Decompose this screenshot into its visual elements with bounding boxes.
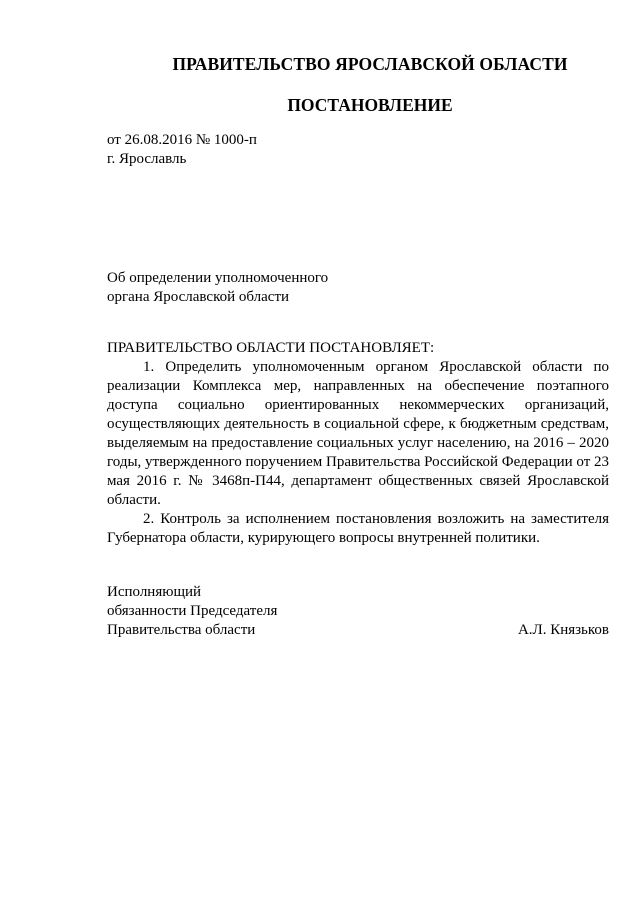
date-number: от 26.08.2016 № 1000-п xyxy=(107,132,257,148)
signatory-name: А.Л. Князьков xyxy=(517,622,609,638)
signature-title-line-1: Исполняющий xyxy=(107,584,202,600)
body-point-1: 1. Определить уполномоченным органом Ярославской области по реализации Комплекса мер, направленных на обеспечение поэтапного доступа социально ориентированных некоммерческих организаций, осуществляющих деятельность в социальной сфере, к бюджетным средствам, выделяемым на предоставление социальных услуг населению, на 2016 – 2020 годы, утвержденного поручением Правительства Российской Федерации от 23 мая 2016 г. № 3468п-П44, департамент общественных связей Ярославской области. xyxy=(107,359,610,508)
subject-line-1: Об определении уполномоченного xyxy=(107,270,329,286)
document-meta xyxy=(107,131,257,169)
document-body xyxy=(107,339,609,548)
body-point-2: 2. Контроль за исполнением постановления возложить на заместителя Губернатора области, курирующего вопросы внутренней политики. xyxy=(107,511,609,546)
document-type-title: ПОСТАНОВЛЕНИЕ xyxy=(287,95,453,115)
signature-title-line-3: Правительства области xyxy=(107,622,256,638)
signature-title-line-2: обязанности Председателя xyxy=(107,603,278,619)
subject-line-2: органа Ярославской области xyxy=(107,289,290,305)
signature-title xyxy=(107,583,277,640)
document-subject xyxy=(107,269,328,307)
organization-title: ПРАВИТЕЛЬСТВО ЯРОСЛАВСКОЙ ОБЛАСТИ xyxy=(172,54,568,74)
resolves-heading: ПРАВИТЕЛЬСТВО ОБЛАСТИ ПОСТАНОВЛЯЕТ: xyxy=(107,340,435,356)
city: г. Ярославль xyxy=(107,151,187,167)
